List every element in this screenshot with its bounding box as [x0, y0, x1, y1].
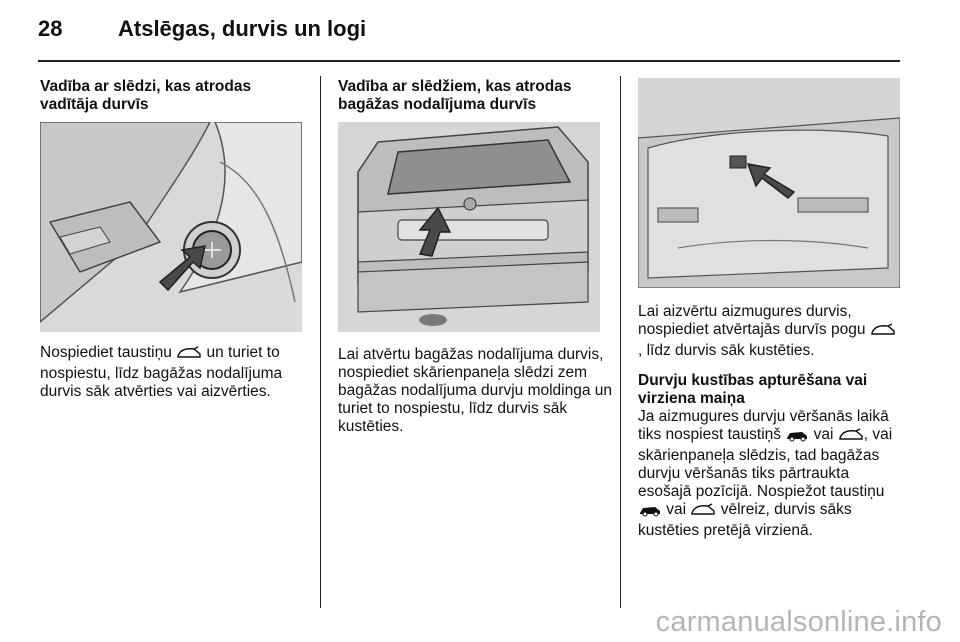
section-heading-driver-door: Vadība ar slēdzi, kas atrodas vadītāja durvīs	[40, 78, 252, 113]
car-key-icon	[785, 428, 809, 447]
column-3-text	[638, 303, 900, 540]
header-divider	[38, 60, 900, 62]
close-text-b: , līdz durvis sāk kustēties.	[638, 342, 815, 359]
page-title: Atslēgas, durvis un logi	[118, 16, 367, 41]
column-1-text	[40, 344, 310, 401]
close-instruction	[638, 303, 900, 360]
page-number: 28	[38, 16, 63, 41]
stop-text-c: , vai skārienpaneļa slēdzis, tad bagāžas durvju vēršanās tiks pārtraukta esošajā pozīcijā. Nospiežot taustiņu	[638, 426, 893, 500]
section-heading-tailgate-switch: Vadība ar slēdžiem, kas atrodas bagāžas nodalījuma durvīs	[338, 78, 572, 113]
tailgate-icon	[838, 428, 864, 447]
tailgate-icon	[690, 503, 716, 522]
column-divider-2	[620, 76, 621, 608]
tailgate-icon	[870, 323, 896, 342]
tailgate-switch-instruction: Lai atvērtu bagāžas nodalījuma durvis, nospiediet skārienpaneļa slēdzi zem bagāžas nodalījuma durvju moldinga un turiet to nospiestu, līdz durvis sāk kustēties.	[338, 346, 613, 435]
door-switch-figure	[40, 122, 302, 332]
instruction-text-b: un turiet to nospiestu, līdz bagāžas nodalījuma durvis sāk atvērties vai aizvērties.	[40, 344, 283, 400]
tailgate-icon	[176, 346, 202, 365]
close-text-a: Lai aizvērtu aizmugures durvis, nospiediet atvērtajās durvīs pogu	[638, 303, 866, 338]
stop-reverse-instruction	[638, 408, 900, 540]
column-2-text	[338, 346, 613, 436]
tailgate-inner-button-illustration	[638, 78, 900, 288]
column-2	[338, 78, 608, 114]
car-rear-tailgate-illustration	[338, 122, 600, 332]
tailgate-inner-figure	[638, 78, 900, 288]
stop-text-b: vai	[809, 426, 838, 443]
stop-text-d: vai	[662, 501, 691, 518]
door-switch-illustration	[40, 122, 302, 332]
instruction-text-a: Nospiediet taustiņu	[40, 344, 172, 361]
column-1	[40, 78, 310, 114]
stop-text-e: vēlreiz, durvis sāks kustēties pretējā virzienā.	[638, 501, 852, 539]
driver-door-instruction	[40, 344, 310, 401]
car-rear-figure	[338, 122, 600, 332]
stop-text-a: Ja aizmugures durvju vēršanās laikā tiks nospiest taustiņš	[638, 408, 889, 443]
column-divider-1	[320, 76, 321, 608]
section-heading-stop-reverse: Durvju kustības apturēšana vai virziena maiņa	[638, 372, 868, 407]
car-key-icon	[638, 503, 662, 522]
watermark: carmanualsonline.info	[655, 606, 942, 638]
